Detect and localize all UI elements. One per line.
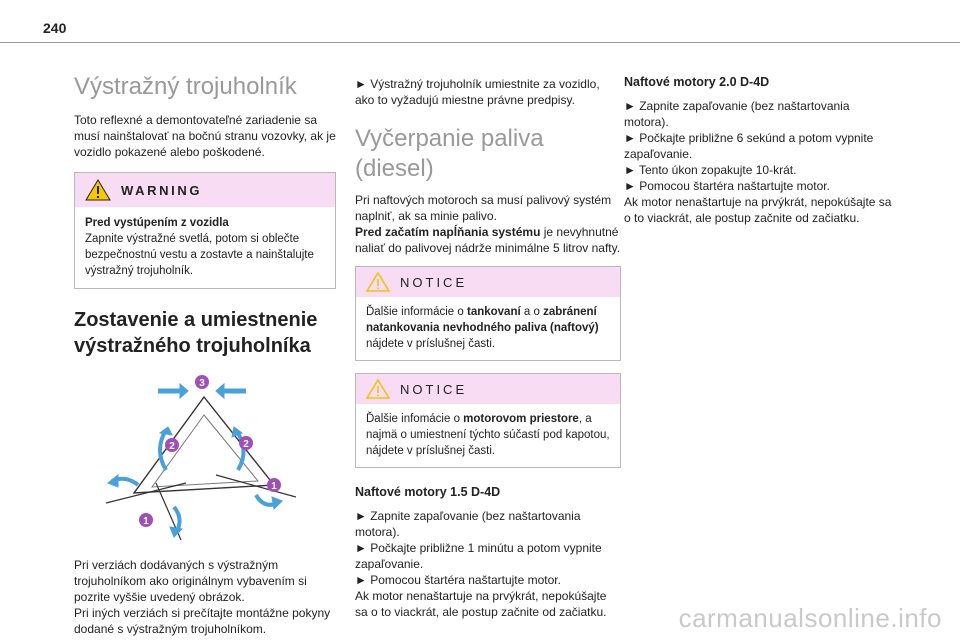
warning-label: WARNING bbox=[121, 182, 203, 198]
notice-header bbox=[356, 267, 620, 297]
section-title-assembly: Zostavenie a umiestnenie výstražného trojuholníka bbox=[74, 309, 318, 357]
notice-box-engine-bay bbox=[355, 373, 621, 468]
notice-bold: motorovom priestore bbox=[463, 413, 579, 425]
engine-1-5-step-3: ► Pomocou štartéra naštartujte motor. bbox=[355, 573, 561, 587]
blue-arrows bbox=[108, 384, 282, 537]
title-warning-triangle: Výstražný trojuholník bbox=[74, 73, 297, 100]
warning-text: Zapnite výstražné svetlá, potom si oblečte bezpečnostnú vestu a zostavte a nainštalujte výstražný trojuholník. bbox=[85, 233, 314, 277]
svg-text:2: 2 bbox=[243, 439, 249, 450]
svg-text:1: 1 bbox=[143, 516, 149, 527]
notice-box-refuel bbox=[355, 266, 621, 361]
warning-box bbox=[74, 172, 336, 289]
callout-3 bbox=[195, 375, 209, 389]
engine-1-5-note: Ak motor nenaštartuje na prvýkrát, nepokúšajte sa o to viackrát, ale postup začnite od začiatku. bbox=[355, 589, 607, 619]
fuel-priming-bold: Pred začatím napĺňania systému bbox=[355, 225, 541, 239]
engine-2-0-step-3: ► Tento úkon zopakujte 10-krát. bbox=[624, 163, 797, 177]
notice-icon bbox=[366, 272, 390, 292]
intro-text: Toto reflexné a demontovateľné zariadenie sa musí nainštalovať na bočnú stranu vozovky, ak je vozidlo pokazené alebo poškodené. bbox=[74, 113, 336, 159]
engine-2-0-step-2: ► Počkajte približne 6 sekúnd a potom vypnite zapaľovanie. bbox=[624, 131, 874, 161]
notice-text: Ďalšie informácie o bbox=[366, 306, 467, 318]
notice-body-engine-bay bbox=[356, 404, 620, 467]
engine-2-0-note: Ak motor nenaštartuje na prvýkrát, nepokúšajte sa o to viackrát, ale postup začnite od začiatku. bbox=[624, 195, 892, 225]
notice-text: nájdete v príslušnej časti. bbox=[366, 338, 496, 350]
notice-icon bbox=[366, 379, 390, 399]
place-triangle-step: ► Výstražný trojuholník umiestnite za vozidlo, ako to vyžadujú miestne právne predpisy. bbox=[355, 77, 600, 107]
column-2 bbox=[355, 62, 621, 620]
fuel-priming-note bbox=[355, 224, 621, 256]
warning-heading: Pred vystúpením z vozidla bbox=[85, 217, 229, 229]
notice-text: a o bbox=[520, 306, 544, 318]
column-3 bbox=[624, 62, 896, 226]
notice-bold: tankovaní bbox=[466, 306, 521, 318]
callout-2-left bbox=[165, 438, 179, 452]
heading-engine-2-0: Naftové motory 2.0 D-4D bbox=[624, 75, 770, 89]
warning-icon bbox=[85, 179, 111, 201]
engine-1-5-step-1: ► Zapnite zapaľovanie (bez naštartovania motora). bbox=[355, 509, 581, 539]
heading-engine-1-5: Naftové motory 1.5 D-4D bbox=[355, 485, 501, 499]
notice-label: NOTICE bbox=[400, 381, 468, 397]
notice-label: NOTICE bbox=[400, 274, 468, 290]
triangle-outer bbox=[134, 397, 274, 493]
figure-note-1: Pri verziách dodávaných s výstražným trojuholníkom ako originálnym vybavením si pozrite vyššie uvedený obrázok. bbox=[74, 558, 307, 604]
header-rule bbox=[0, 42, 960, 43]
svg-text:1: 1 bbox=[271, 481, 277, 492]
figure-note-2: Pri iných verziách si prečítajte montážne pokyny dodané s výstražným trojuholníkom. bbox=[74, 606, 331, 636]
page-number: 240 bbox=[43, 20, 67, 36]
warning-triangle-diagram bbox=[96, 375, 296, 540]
callout-1-left bbox=[139, 513, 153, 527]
callout-1-right bbox=[267, 478, 281, 492]
title-fuel-depletion: Vyčerpanie paliva (diesel) bbox=[355, 125, 544, 182]
notice-body-refuel bbox=[356, 297, 620, 360]
warning-body bbox=[75, 207, 335, 288]
column-1 bbox=[74, 62, 336, 637]
notice-text: , a najmä o umiestnení týchto súčastí pod kapotou, nájdete v príslušnej časti. bbox=[366, 413, 610, 457]
watermark: carmanualsonline.info bbox=[678, 603, 942, 633]
fuel-priming-text: je nevyhnutné naliať do palivovej nádrže minimálne 5 litrov nafty. bbox=[355, 225, 621, 255]
warning-header bbox=[75, 173, 335, 207]
engine-2-0-step-4: ► Pomocou štartéra naštartujte motor. bbox=[624, 179, 830, 193]
notice-text: Ďalšie infomácie o bbox=[366, 413, 464, 425]
svg-text:3: 3 bbox=[199, 378, 205, 389]
notice-bold: zabránení natankovania nevhodného paliva (naftový) bbox=[366, 306, 599, 334]
engine-2-0-step-1: ► Zapnite zapaľovanie (bez naštartovania motora). bbox=[624, 99, 850, 129]
svg-text:2: 2 bbox=[169, 441, 175, 452]
notice-header bbox=[356, 374, 620, 404]
engine-1-5-step-2: ► Počkajte približne 1 minútu a potom vypnite zapaľovanie. bbox=[355, 541, 602, 571]
fuel-intro: Pri naftových motoroch sa musí palivový systém naplniť, ak sa minie palivo. bbox=[355, 193, 612, 223]
callout-2-right bbox=[239, 436, 253, 450]
